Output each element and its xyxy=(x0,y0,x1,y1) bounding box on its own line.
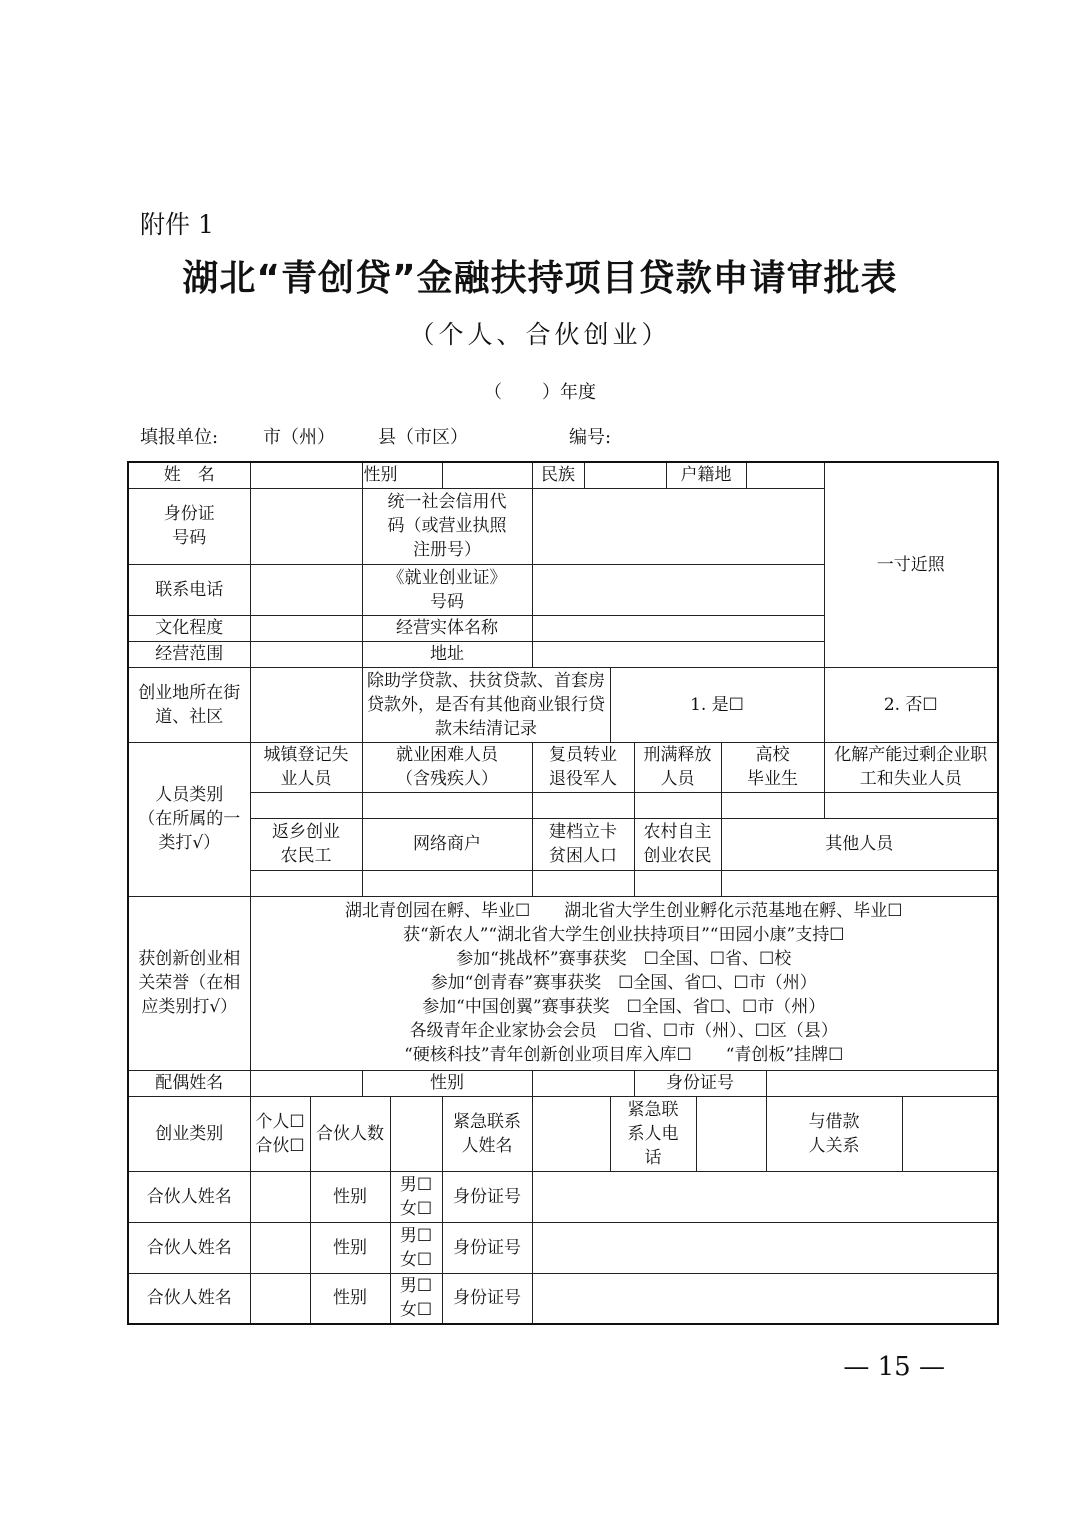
cat-difficult-check[interactable] xyxy=(362,792,532,818)
partner-name-label: 合伙人姓名 xyxy=(128,1171,250,1222)
honor-option-china-wings[interactable]: 参加“中国创翼”赛事获奖 ☐全国、省☐、☐市（州） xyxy=(422,997,826,1017)
application-form-table xyxy=(127,461,999,1325)
cat-graduate-label: 高校 毕业生 xyxy=(721,742,824,792)
cat-urban-check[interactable] xyxy=(250,792,362,818)
honor-option-tech[interactable]: “硬核科技”青年创新创业项目库入库☐ “青创板”挂牌☐ xyxy=(404,1045,844,1065)
partner-gender-options[interactable] xyxy=(390,1222,442,1273)
entity-name-label: 经营实体名称 xyxy=(362,615,532,641)
name-label: 姓 名 xyxy=(128,462,250,488)
female-checkbox[interactable]: 女☐ xyxy=(399,1249,433,1270)
employment-cert-label: 《就业创业证》 号码 xyxy=(362,564,532,615)
annex-label: 附件 1 xyxy=(140,210,214,239)
page-number: — 15 — xyxy=(843,1352,945,1382)
cat-released-label: 刑满释放 人员 xyxy=(634,742,721,792)
spouse-id-field[interactable] xyxy=(766,1070,998,1096)
honor-option-incubator[interactable]: 湖北青创园在孵、毕业☐ 湖北省大学生创业孵化示范基地在孵、毕业☐ xyxy=(345,901,903,921)
partner-gender-label: 性别 xyxy=(310,1222,390,1273)
partner-id-label: 身份证号 xyxy=(442,1171,532,1222)
honor-option-challenge-cup[interactable]: 参加“挑战杯”赛事获奖 ☐全国、☐省、☐校 xyxy=(456,949,792,969)
venture-type-options[interactable] xyxy=(250,1096,310,1171)
partner-name-field[interactable] xyxy=(250,1171,310,1222)
cat-veteran-check[interactable] xyxy=(532,792,634,818)
id-card-field[interactable] xyxy=(250,488,362,564)
relation-label: 与借款 人关系 xyxy=(766,1096,902,1171)
partner-id-field[interactable] xyxy=(532,1171,998,1222)
emergency-name-label: 紧急联系 人姓名 xyxy=(442,1096,532,1171)
ethnicity-field[interactable] xyxy=(584,462,666,488)
cat-poor-label: 建档立卡 贫困人口 xyxy=(532,818,634,870)
partner-name-label: 合伙人姓名 xyxy=(128,1222,250,1273)
emergency-phone-label: 紧急联 系人电 话 xyxy=(610,1096,696,1171)
scope-label: 经营范围 xyxy=(128,641,250,667)
honor-options[interactable] xyxy=(250,896,998,1070)
cat-overcapacity-label: 化解产能过剩企业职 工和失业人员 xyxy=(824,742,998,792)
page-subtitle: （个人、合伙创业） xyxy=(409,320,671,349)
person-type-label: 人员类别 （在所属的一 类打√） xyxy=(128,742,250,896)
credit-code-label: 统一社会信用代 码（或营业执照 注册号） xyxy=(362,488,532,564)
education-field[interactable] xyxy=(250,615,362,641)
cat-overcapacity-check[interactable] xyxy=(824,792,998,818)
cat-returning-check[interactable] xyxy=(250,870,362,896)
partner-name-field[interactable] xyxy=(250,1273,310,1324)
partner-gender-options[interactable] xyxy=(390,1273,442,1324)
partner-gender-options[interactable] xyxy=(390,1171,442,1222)
honor-option-support[interactable]: 获“新农人”“湖北省大学生创业扶持项目”“田园小康”支持☐ xyxy=(403,925,845,945)
spouse-id-label: 身份证号 xyxy=(634,1070,766,1096)
partner-id-field[interactable] xyxy=(532,1222,998,1273)
number-label: 编号: xyxy=(569,427,612,448)
female-checkbox[interactable]: 女☐ xyxy=(399,1300,433,1321)
partner-id-label: 身份证号 xyxy=(442,1222,532,1273)
partner-id-field[interactable] xyxy=(532,1273,998,1324)
male-checkbox[interactable]: 男☐ xyxy=(399,1174,433,1195)
year-open: （ xyxy=(484,382,502,403)
location-label: 创业地所在街 道、社区 xyxy=(128,667,250,742)
cat-online-label: 网络商户 xyxy=(362,818,532,870)
loan-no-checkbox[interactable]: 2. 否☐ xyxy=(824,667,998,742)
emergency-phone-field[interactable] xyxy=(696,1096,766,1171)
partner-count-label: 合伙人数 xyxy=(310,1096,390,1171)
scope-field[interactable] xyxy=(250,641,362,667)
female-checkbox[interactable]: 女☐ xyxy=(399,1198,433,1219)
year-line xyxy=(0,378,1080,404)
spouse-name-field[interactable] xyxy=(250,1070,362,1096)
education-label: 文化程度 xyxy=(128,615,250,641)
cat-other-check[interactable] xyxy=(721,870,998,896)
entity-name-field[interactable] xyxy=(532,615,824,641)
cat-farmer-label: 农村自主 创业农民 xyxy=(634,818,721,870)
ethnicity-label: 民族 xyxy=(532,462,584,488)
spouse-name-label: 配偶姓名 xyxy=(128,1070,250,1096)
male-checkbox[interactable]: 男☐ xyxy=(399,1276,433,1297)
gender-field[interactable] xyxy=(442,462,532,488)
employment-cert-field[interactable] xyxy=(532,564,824,615)
venture-type-label: 创业类别 xyxy=(128,1096,250,1171)
location-field[interactable] xyxy=(250,667,362,742)
id-card-label: 身份证 号码 xyxy=(128,488,250,564)
cat-online-check[interactable] xyxy=(362,870,532,896)
cat-other-label: 其他人员 xyxy=(721,818,998,870)
honor-label: 获创新创业相 关荣誉（在相 应类别打√） xyxy=(128,896,250,1070)
cat-released-check[interactable] xyxy=(634,792,721,818)
phone-field[interactable] xyxy=(250,564,362,615)
partner-gender-label: 性别 xyxy=(310,1171,390,1222)
male-checkbox[interactable]: 男☐ xyxy=(399,1225,433,1246)
address-field[interactable] xyxy=(532,641,824,667)
honor-option-youth-venture[interactable]: 参加“创青春”赛事获奖 ☐全国、省☐、☐市（州） xyxy=(430,973,817,993)
address-label: 地址 xyxy=(362,641,532,667)
cat-farmer-check[interactable] xyxy=(634,870,721,896)
gender-label: 性别 xyxy=(362,462,442,488)
city-label: 市（州） xyxy=(263,427,335,448)
loan-yes-checkbox[interactable]: 1. 是☐ xyxy=(610,667,824,742)
relation-field[interactable] xyxy=(902,1096,998,1171)
spouse-gender-field[interactable] xyxy=(532,1070,634,1096)
cat-returning-label: 返乡创业 农民工 xyxy=(250,818,362,870)
cat-difficult-label: 就业困难人员 （含残疾人） xyxy=(362,742,532,792)
hukou-field[interactable] xyxy=(746,462,824,488)
name-field[interactable] xyxy=(250,462,362,488)
hukou-label: 户籍地 xyxy=(666,462,746,488)
county-label: 县（市区） xyxy=(378,427,468,448)
cat-graduate-check[interactable] xyxy=(721,792,824,818)
emergency-name-field[interactable] xyxy=(532,1096,610,1171)
partner-name-label: 合伙人姓名 xyxy=(128,1273,250,1324)
cat-urban-label: 城镇登记失 业人员 xyxy=(250,742,362,792)
spouse-gender-label: 性别 xyxy=(362,1070,532,1096)
loan-question-label: 除助学贷款、扶贫贷款、首套房 贷款外，是否有其他商业银行贷 款未结清记录 xyxy=(362,667,610,742)
partner-gender-label: 性别 xyxy=(310,1273,390,1324)
page-title: 湖北“青创贷”金融扶持项目贷款申请审批表 xyxy=(182,258,898,299)
photo-box[interactable]: 一寸近照 xyxy=(824,462,998,667)
unit-label: 填报单位: xyxy=(140,427,219,448)
phone-label: 联系电话 xyxy=(128,564,250,615)
individual-checkbox[interactable]: 个人☐ xyxy=(255,1111,305,1132)
partner-name-field[interactable] xyxy=(250,1222,310,1273)
partner-count-field[interactable] xyxy=(390,1096,442,1171)
cat-poor-check[interactable] xyxy=(532,870,634,896)
credit-code-field[interactable] xyxy=(532,488,824,564)
partnership-checkbox[interactable]: 合伙☐ xyxy=(255,1135,305,1156)
honor-option-association[interactable]: 各级青年企业家协会会员 ☐省、☐市（州）、☐区（县） xyxy=(409,1021,838,1041)
year-close: ）年度 xyxy=(542,382,596,403)
partner-id-label: 身份证号 xyxy=(442,1273,532,1324)
cat-veteran-label: 复员转业 退役军人 xyxy=(532,742,634,792)
